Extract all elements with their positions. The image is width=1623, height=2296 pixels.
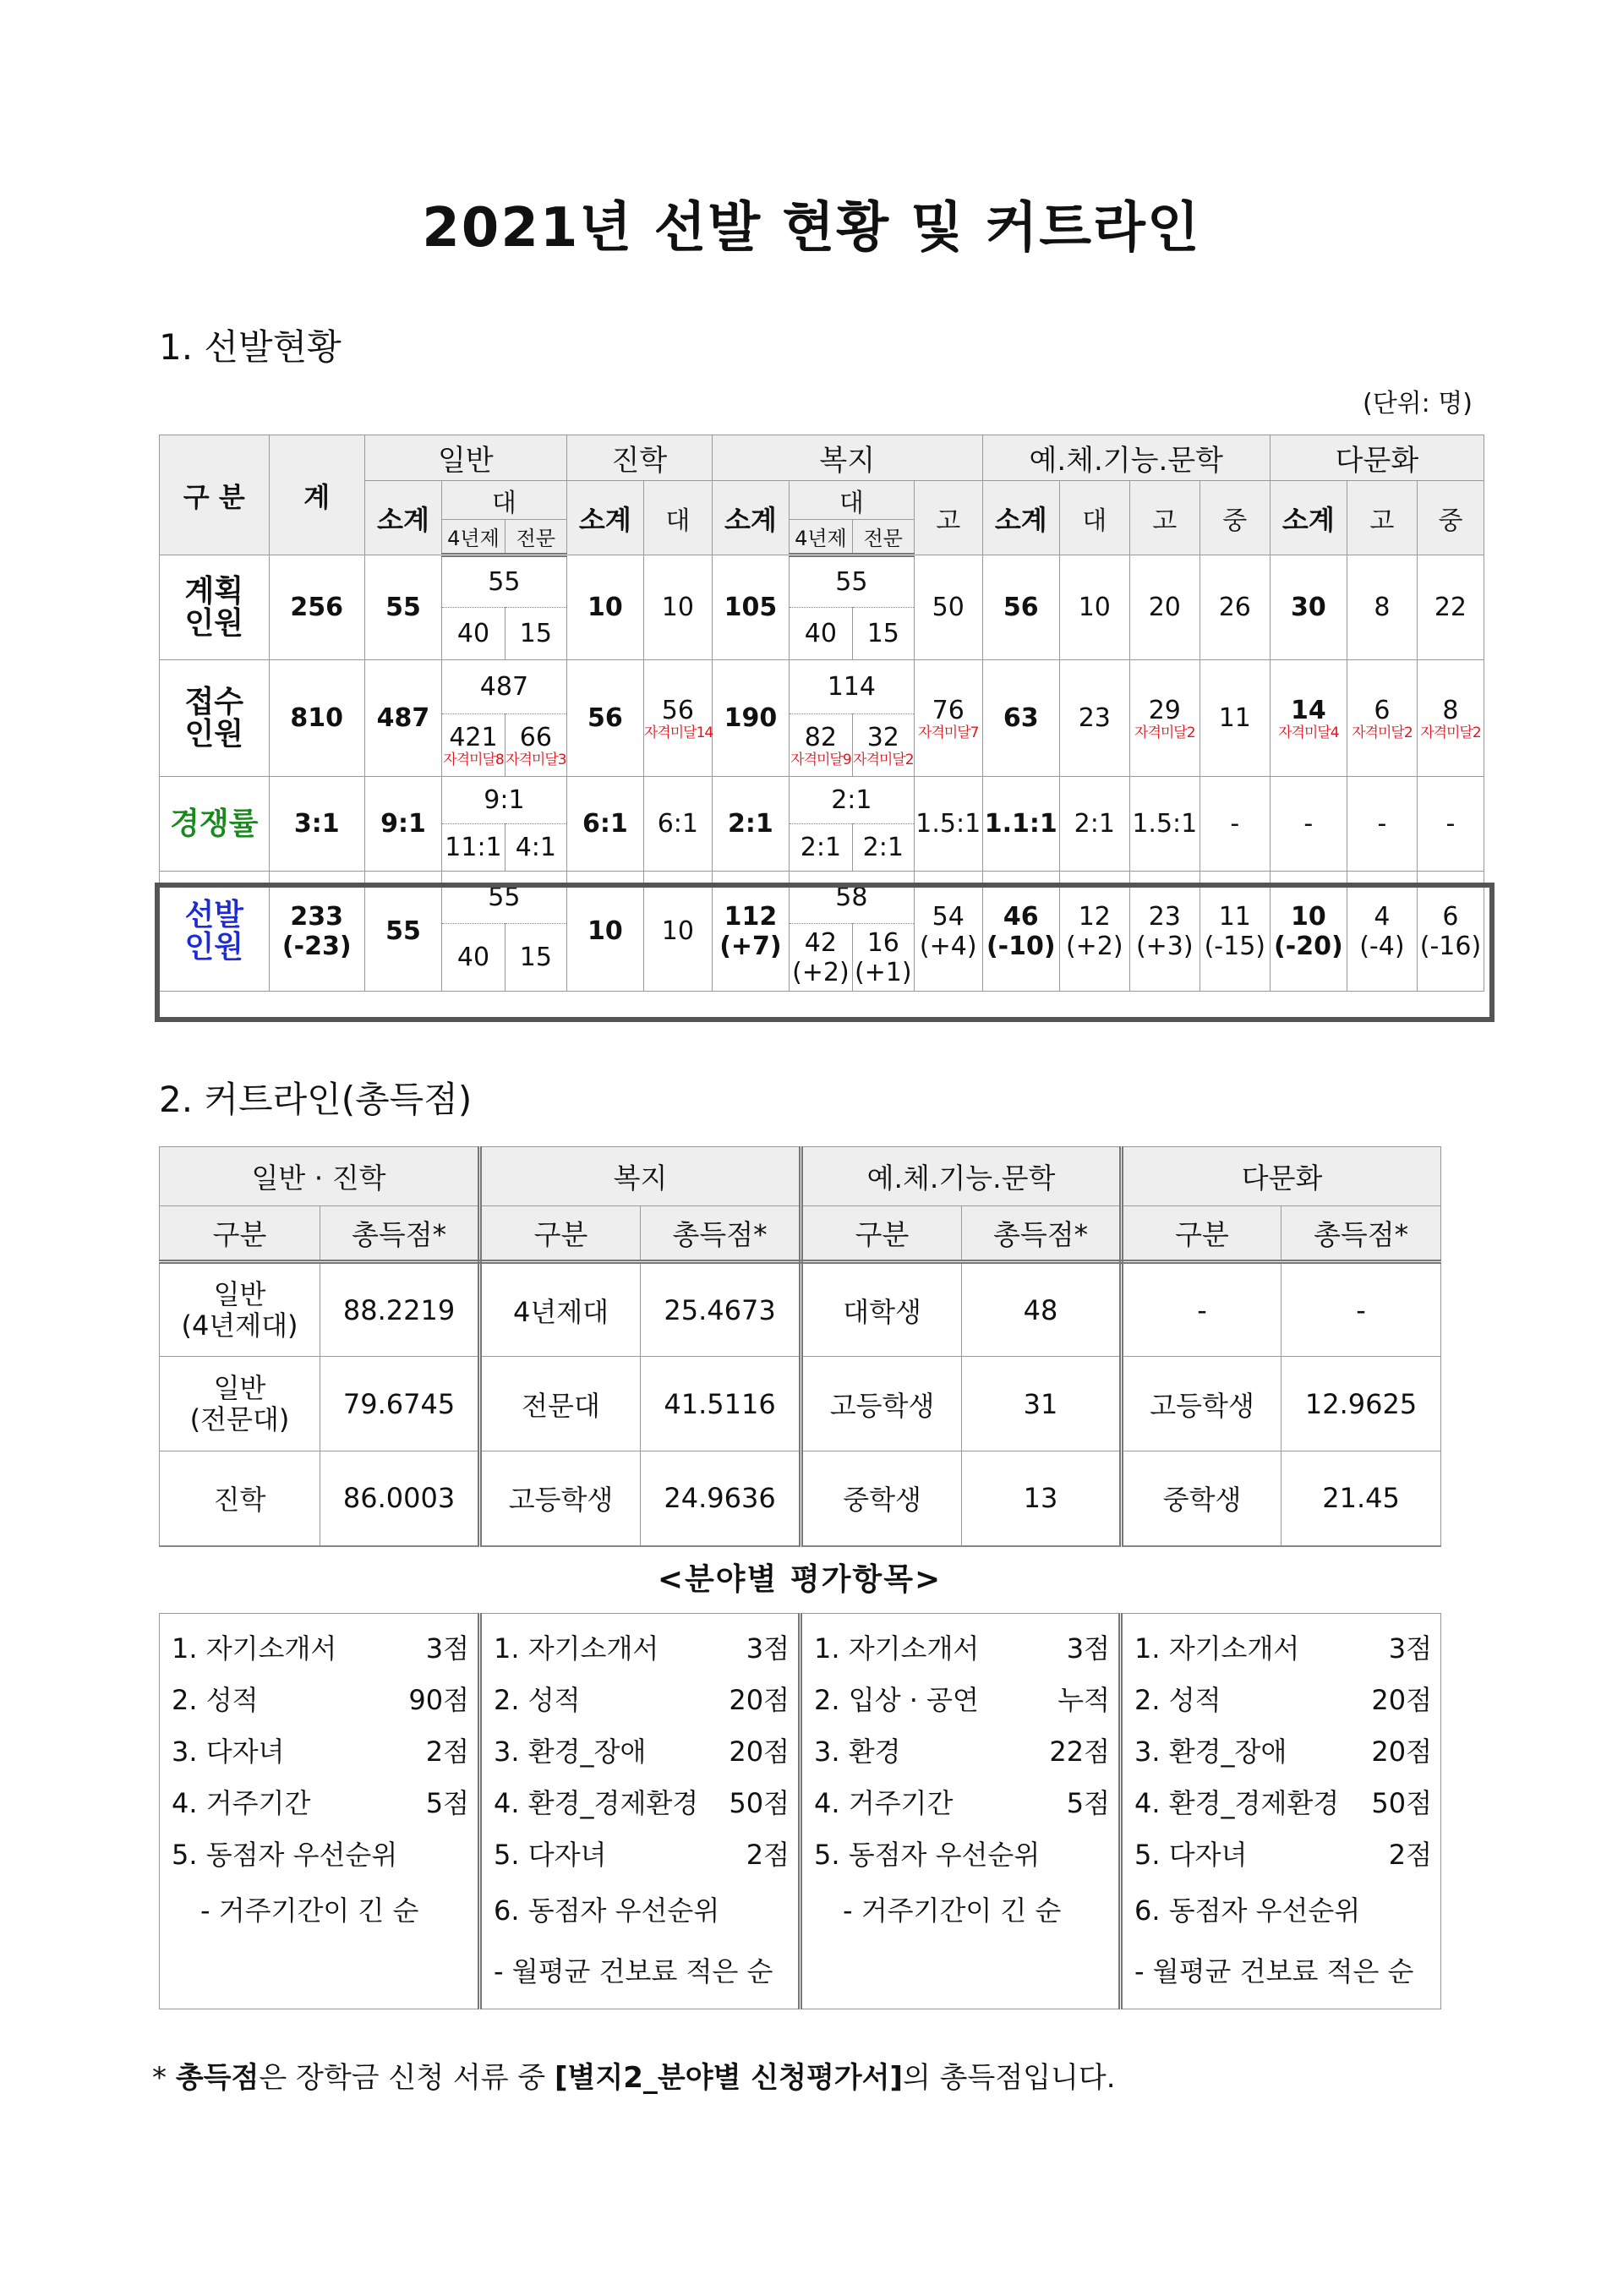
cell: 20 <box>1129 555 1199 660</box>
cell: 79.6745 <box>320 1357 480 1451</box>
cell: 54 (+4) <box>914 872 982 992</box>
eval-item-points: 20점 <box>1371 1683 1432 1716</box>
eval-item <box>494 1775 790 1827</box>
cell: 6:1 <box>566 777 643 872</box>
eval-item-label: 2. 성적 <box>172 1683 259 1716</box>
eval-col-welfare <box>480 1614 801 2009</box>
cell: 88.2219 <box>320 1262 480 1357</box>
table-row <box>160 1357 1441 1451</box>
footnote-bold-term: 총득점 <box>175 2061 260 2095</box>
eval-item-points: 3점 <box>1388 1632 1432 1665</box>
cell: 41.5116 <box>641 1357 801 1451</box>
table-row <box>160 555 1484 608</box>
cell: 2:1 <box>789 824 852 872</box>
cell: 25.4673 <box>641 1262 801 1357</box>
group-arts: 예.체.기능.문학 <box>801 1147 1122 1206</box>
eval-item <box>814 1672 1110 1724</box>
cell: 82 자격미달9 <box>789 714 852 777</box>
footnote <box>152 2054 1116 2096</box>
page-title: 2021년 선발 현황 및 커트라인 <box>422 197 1201 260</box>
eval-item-label: 3. 환경_장애 <box>1134 1735 1287 1768</box>
cell: 중학생 <box>1122 1451 1281 1546</box>
cell: 12.9625 <box>1281 1357 1441 1451</box>
cell: 76 자격미달7 <box>914 660 982 777</box>
header-welfare-4year: 4년제 <box>789 520 852 555</box>
section-heading-cutline: 2. 커트라인(총득점) <box>159 1079 473 1120</box>
cell: 56 <box>566 660 643 777</box>
cell: 48 <box>962 1262 1122 1357</box>
eval-item <box>1134 1724 1432 1775</box>
eval-item-label: - 월평균 건보료 적은 순 <box>1134 1955 1414 1987</box>
cell: 56 자격미달14 <box>643 660 712 777</box>
header-welfare-college: 전문 <box>852 520 914 555</box>
cell: 10 <box>643 872 712 992</box>
cell: 15 <box>852 608 914 660</box>
cell: 15 <box>505 924 566 992</box>
table-row <box>160 777 1484 824</box>
cell: 6:1 <box>643 777 712 872</box>
col-gubun: 구분 <box>801 1206 962 1262</box>
eval-item-label: - 월평균 건보료 적은 순 <box>494 1955 773 1987</box>
eval-item-label: 4. 거주기간 <box>172 1786 311 1819</box>
group-welfare: 복지 <box>480 1147 801 1206</box>
eval-item <box>172 1827 469 1878</box>
cell: - <box>1281 1262 1441 1357</box>
eval-item-points: 누적 <box>1057 1683 1110 1716</box>
header-advance-subtotal: 소계 <box>566 481 643 555</box>
section-heading-selection: 1. 선발현황 <box>159 326 342 368</box>
cell: 24.9636 <box>641 1451 801 1546</box>
cell: 10 <box>1059 555 1129 660</box>
eval-item-points: 20점 <box>1371 1735 1432 1768</box>
header-multicultural: 다문화 <box>1270 435 1484 481</box>
eval-item-points: 20점 <box>729 1683 790 1716</box>
header-general-4year: 4년제 <box>442 520 505 555</box>
header-total: 계 <box>269 435 364 555</box>
cell: 26 <box>1199 555 1270 660</box>
unit-note: (단위: 명) <box>1363 389 1473 418</box>
eval-item <box>494 1878 790 1939</box>
header-welfare: 복지 <box>712 435 982 481</box>
cell: 56 <box>982 555 1059 660</box>
eval-item <box>494 1621 790 1672</box>
cell: 11 <box>1199 660 1270 777</box>
selection-status-table <box>159 435 1484 992</box>
header-arts-go: 고 <box>1129 481 1199 555</box>
cell: 1.1:1 <box>982 777 1059 872</box>
header-advance-dae: 대 <box>643 481 712 555</box>
eval-item-label: 4. 환경_경제환경 <box>1134 1786 1340 1819</box>
cell: 40 <box>789 608 852 660</box>
eval-item-label: 1. 자기소개서 <box>1134 1632 1300 1665</box>
header-multi-subtotal: 소계 <box>1270 481 1347 555</box>
header-welfare-dae: 대 <box>789 481 914 520</box>
cell: 23 (+3) <box>1129 872 1199 992</box>
cell: 15 <box>505 608 566 660</box>
cutline-table <box>159 1146 1441 1547</box>
eval-item-label: 2. 성적 <box>1134 1683 1221 1716</box>
cell: 2:1 <box>1059 777 1129 872</box>
evaluation-table <box>159 1613 1441 2009</box>
cell: 40 <box>442 924 505 992</box>
eval-col-arts <box>801 1614 1121 2009</box>
eval-item <box>814 1724 1110 1775</box>
cell: 114 <box>789 660 914 714</box>
eval-item-points: 2점 <box>746 1838 790 1871</box>
cell: 16 (+1) <box>852 924 914 992</box>
cell: - <box>1270 777 1347 872</box>
cell: 233 (-23) <box>269 872 364 992</box>
header-welfare-go: 고 <box>914 481 982 555</box>
eval-item <box>494 1939 790 2000</box>
eval-item <box>172 1621 469 1672</box>
eval-item-label: 6. 동점자 우선순위 <box>1134 1894 1361 1927</box>
cell: 고등학생 <box>480 1451 641 1546</box>
cell: 6 자격미달2 <box>1347 660 1417 777</box>
cell: 46 (-10) <box>982 872 1059 992</box>
cell: 10 (-20) <box>1270 872 1347 992</box>
cell: 1.5:1 <box>1129 777 1199 872</box>
header-arts: 예.체.기능.문학 <box>982 435 1270 481</box>
eval-col-general <box>160 1614 480 2009</box>
header-arts-jung: 중 <box>1199 481 1270 555</box>
eval-item-label: 6. 동점자 우선순위 <box>494 1894 720 1927</box>
group-multicultural: 다문화 <box>1122 1147 1441 1206</box>
eval-item <box>1134 1775 1432 1827</box>
header-general: 일반 <box>364 435 566 481</box>
eval-item <box>494 1724 790 1775</box>
cell: 전문대 <box>480 1357 641 1451</box>
cell: 고등학생 <box>1122 1357 1281 1451</box>
cell: 55 <box>789 555 914 608</box>
cell: 14 자격미달4 <box>1270 660 1347 777</box>
cell: 6 (-16) <box>1417 872 1484 992</box>
cell: - <box>1199 777 1270 872</box>
eval-item-points: 3점 <box>1066 1632 1110 1665</box>
cell: 487 <box>442 660 567 714</box>
cell: 대학생 <box>801 1262 962 1357</box>
eval-item-points: 5점 <box>425 1786 469 1819</box>
row-label-applied: 접수 인원 <box>160 660 270 777</box>
eval-item <box>814 1775 1110 1827</box>
eval-item <box>814 1621 1110 1672</box>
cell: 30 <box>1270 555 1347 660</box>
eval-item-label: 4. 거주기간 <box>814 1786 954 1819</box>
cell: 1.5:1 <box>914 777 982 872</box>
cell: 86.0003 <box>320 1451 480 1546</box>
cell: 66 자격미달3 <box>505 714 566 777</box>
eval-item-label: 2. 입상 · 공연 <box>814 1683 979 1716</box>
eval-item-points: 50점 <box>729 1786 790 1819</box>
cell: 810 <box>269 660 364 777</box>
eval-item <box>172 1724 469 1775</box>
cell: 50 <box>914 555 982 660</box>
cell: - <box>1122 1262 1281 1357</box>
cell: 2:1 <box>789 777 914 824</box>
cell: 13 <box>962 1451 1122 1546</box>
eval-item-label: 4. 환경_경제환경 <box>494 1786 699 1819</box>
eval-item-label: 1. 자기소개서 <box>814 1632 980 1665</box>
cell: 40 <box>442 608 505 660</box>
cell: 29 자격미달2 <box>1129 660 1199 777</box>
header-arts-subtotal: 소계 <box>982 481 1059 555</box>
cell: 55 <box>364 555 441 660</box>
header-general-college: 전문 <box>505 520 566 555</box>
eval-item <box>172 1775 469 1827</box>
eval-item <box>494 1827 790 1878</box>
cell: 일반 (4년제대) <box>160 1262 320 1357</box>
cell: 112 (+7) <box>712 872 789 992</box>
col-gubun: 구분 <box>480 1206 641 1262</box>
eval-item <box>494 1672 790 1724</box>
header-gubun: 구 분 <box>160 435 270 555</box>
header-general-dae: 대 <box>442 481 567 520</box>
cell: 23 <box>1059 660 1129 777</box>
col-score: 총득점* <box>962 1206 1122 1262</box>
eval-item <box>1134 1827 1432 1878</box>
eval-item-label: 3. 다자녀 <box>172 1735 285 1768</box>
eval-item-points: 20점 <box>729 1735 790 1768</box>
eval-item-points: 5점 <box>1066 1786 1110 1819</box>
col-gubun: 구분 <box>160 1206 320 1262</box>
cell: 중학생 <box>801 1451 962 1546</box>
col-score: 총득점* <box>320 1206 480 1262</box>
header-multi-jung: 중 <box>1417 481 1484 555</box>
cell: 32 자격미달2 <box>852 714 914 777</box>
row-label-ratio: 경쟁률 <box>160 777 270 872</box>
cell: - <box>1417 777 1484 872</box>
cell: 10 <box>566 872 643 992</box>
cell: - <box>1347 777 1417 872</box>
eval-item <box>1134 1878 1432 1939</box>
cell: 2:1 <box>712 777 789 872</box>
eval-item-label: 3. 환경_장애 <box>494 1735 647 1768</box>
footnote-bold-form: [별지2_분야별 신청평가서] <box>555 2061 904 2095</box>
group-general-advance: 일반 · 진학 <box>160 1147 480 1206</box>
eval-item-points: 50점 <box>1371 1786 1432 1819</box>
footnote-text: 의 총득점입니다. <box>903 2061 1116 2095</box>
eval-item-points: 90점 <box>408 1683 469 1716</box>
eval-item <box>1134 1621 1432 1672</box>
cell: 31 <box>962 1357 1122 1451</box>
cell: 10 <box>566 555 643 660</box>
eval-item-label: 1. 자기소개서 <box>494 1632 659 1665</box>
cell: 42 (+2) <box>789 924 852 992</box>
cell: 고등학생 <box>801 1357 962 1451</box>
row-label-plan: 계획 인원 <box>160 555 270 660</box>
cell: 일반 (전문대) <box>160 1357 320 1451</box>
table-row <box>160 872 1484 924</box>
cell: 421 자격미달8 <box>442 714 505 777</box>
cell: 11 (-15) <box>1199 872 1270 992</box>
eval-item-points: 2점 <box>425 1735 469 1768</box>
eval-item-label: 1. 자기소개서 <box>172 1632 337 1665</box>
eval-item <box>1134 1672 1432 1724</box>
cell: 3:1 <box>269 777 364 872</box>
table-row <box>160 1451 1441 1546</box>
cell: 55 <box>364 872 441 992</box>
header-general-subtotal: 소계 <box>364 481 441 555</box>
eval-item <box>1134 1939 1432 2000</box>
header-welfare-subtotal: 소계 <box>712 481 789 555</box>
header-arts-dae: 대 <box>1059 481 1129 555</box>
col-gubun: 구분 <box>1122 1206 1281 1262</box>
header-advance: 진학 <box>566 435 712 481</box>
cell: 58 <box>789 872 914 924</box>
cell: 105 <box>712 555 789 660</box>
cell: 11:1 <box>442 824 505 872</box>
header-multi-go: 고 <box>1347 481 1417 555</box>
eval-item-points: 3점 <box>425 1632 469 1665</box>
cell: 8 <box>1347 555 1417 660</box>
cell: 190 <box>712 660 789 777</box>
eval-col-multicultural <box>1121 1614 1441 2009</box>
row-label-selected: 선발 인원 <box>160 872 270 992</box>
cell: 진학 <box>160 1451 320 1546</box>
cell: 487 <box>364 660 441 777</box>
cell: 4년제대 <box>480 1262 641 1357</box>
cell: 8 자격미달2 <box>1417 660 1484 777</box>
cell: 256 <box>269 555 364 660</box>
eval-item <box>172 1672 469 1724</box>
cell: 4:1 <box>505 824 566 872</box>
cell: 63 <box>982 660 1059 777</box>
eval-item-label: 5. 다자녀 <box>494 1838 607 1871</box>
cell: 55 <box>442 555 567 608</box>
eval-item-label: 5. 다자녀 <box>1134 1838 1248 1871</box>
cell: 10 <box>643 555 712 660</box>
col-score: 총득점* <box>641 1206 801 1262</box>
eval-item <box>814 1827 1110 1878</box>
evaluation-title: <분야별 평가항목> <box>657 1562 943 1597</box>
cell: 9:1 <box>442 777 567 824</box>
cell: 4 (-4) <box>1347 872 1417 992</box>
eval-item-label: 3. 환경 <box>814 1735 901 1768</box>
eval-item-points: 22점 <box>1049 1735 1110 1768</box>
eval-item <box>814 1878 1110 1939</box>
eval-item-label: 2. 성적 <box>494 1683 581 1716</box>
table-row <box>160 660 1484 714</box>
cell: 9:1 <box>364 777 441 872</box>
cell: 2:1 <box>852 824 914 872</box>
cell: 21.45 <box>1281 1451 1441 1546</box>
col-score: 총득점* <box>1281 1206 1441 1262</box>
cell: 12 (+2) <box>1059 872 1129 992</box>
table-row <box>160 1262 1441 1357</box>
cell: 22 <box>1417 555 1484 660</box>
eval-item-label: 5. 동점자 우선순위 <box>814 1838 1041 1871</box>
footnote-text: 은 장학금 신청 서류 중 <box>259 2061 555 2095</box>
eval-item <box>172 1878 469 1939</box>
eval-item-points: 2점 <box>1388 1838 1432 1871</box>
eval-item-points: 3점 <box>746 1632 790 1665</box>
eval-item-label: - 거주기간이 긴 순 <box>200 1894 419 1927</box>
eval-item-label: - 거주기간이 긴 순 <box>843 1894 1062 1927</box>
footnote-star: * <box>152 2061 167 2095</box>
cell: 55 <box>442 872 567 924</box>
eval-item-label: 5. 동점자 우선순위 <box>172 1838 398 1871</box>
